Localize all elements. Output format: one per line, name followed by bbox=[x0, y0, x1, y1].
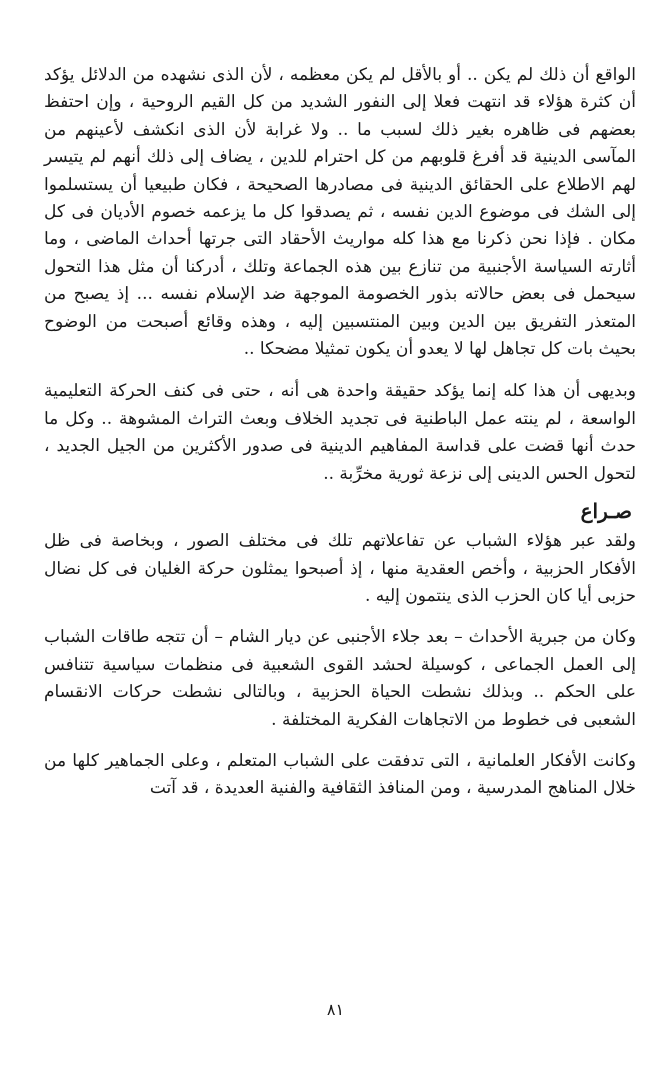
page-number: ٨١ bbox=[326, 1000, 345, 1019]
section-title: صـراع bbox=[580, 499, 632, 524]
paragraph-5: وكانت الأفكار العلمانية ، التى تدفقت على الشباب المتعلم ، وعلى الجماهير كلها من خلال المناهج المدرسية ، ومن المنافذ الثقافية والفنية العديدة ، قد آتت bbox=[44, 750, 636, 799]
paragraph-1: الواقع أن ذلك لم يكن .. أو بالأقل لم يكن معظمه ، لأن الذى نشهده من الدلائل يؤكد أن كثرة هؤلاء قد انتهت فعلا إلى النفور الشديد من كل القيم الروحية ، وإن احتفظ بعضهم فى ظاهره بغير ذلك لسبب ما .. ولا غرابة لأن الذى انكشف لأعينهم من المآسى الدينية قد أفرغ قلوبهم من كل احترام للدين ، يضاف إلى ذلك أنهم لم يتيسر لهم الاطلاع على الحقائق الدينية فى مصادرها الصحيحة ، فكان طبيعيا أن يستسلموا إلى الشك فى موضوع الدين نفسه ، ثم يصدقوا كل ما يزعمه خصوم الأديان فى كل مكان . فإذا نحن ذكرنا مع هذا كله مواريث الأحقاد التى جرتها أحداث الماضى ، وما أثارته السياسة الأجنبية من تنازع بين هذه الجماعة وتلك ، أدركنا أن مثل هذا التحول سيحمل فى بعض حالاته بذور الخصومة الموجهة ضد الإسلام نفسه ... إذ يصبح من المتعذر التفريق بين الدين وبين المنتسبين إليه ، وهذه وقائع أصبحت من الوضوح بحيث بات كل تجاهل لها لا يعدو أن يكون تمثيلا مضحكا .. bbox=[44, 65, 636, 360]
paragraph-4: وكان من جبرية الأحداث – بعد جلاء الأجنبى عن ديار الشام – أن تتجه طاقات الشباب إلى العمل الجماعى ، كوسيلة لحشد القوى الشعبية فى منظمات سياسية تتنافس على الحكم .. وبذلك نشطت الحياة الحزبية ، وبالتالى نشطت حركات الانقسام الشعبى فى خطوط من الاتجاهات الفكرية المختلفة . bbox=[44, 627, 636, 730]
book-page bbox=[44, 62, 636, 1042]
paragraph-2: وبديهى أن هذا كله إنما يؤكد حقيقة واحدة هى أنه ، حتى فى كنف الحركة التعليمية الواسعة ، لم ينته عمل الباطنية فى تجديد الخلاف وبعث التراث المشوهة .. وكل ما حدث أنها قضت على قداسة المفاهيم الدينية فى صدور الأكثرين من الجيل الجديد ، لتحول الحس الدينى إلى نزعة ثورية مخرِّبة .. bbox=[44, 381, 636, 484]
paragraph-3: ولقد عبر هؤلاء الشباب عن تفاعلاتهم تلك فى مختلف الصور ، وبخاصة فى ظل الأفكار الحزبية ، وأخص العقدية منها ، إذ أصبحوا يمثلون حركة الغليان فى كل نضال حزبى أيا كان الحزب الذى ينتمون إليه . bbox=[44, 531, 636, 606]
